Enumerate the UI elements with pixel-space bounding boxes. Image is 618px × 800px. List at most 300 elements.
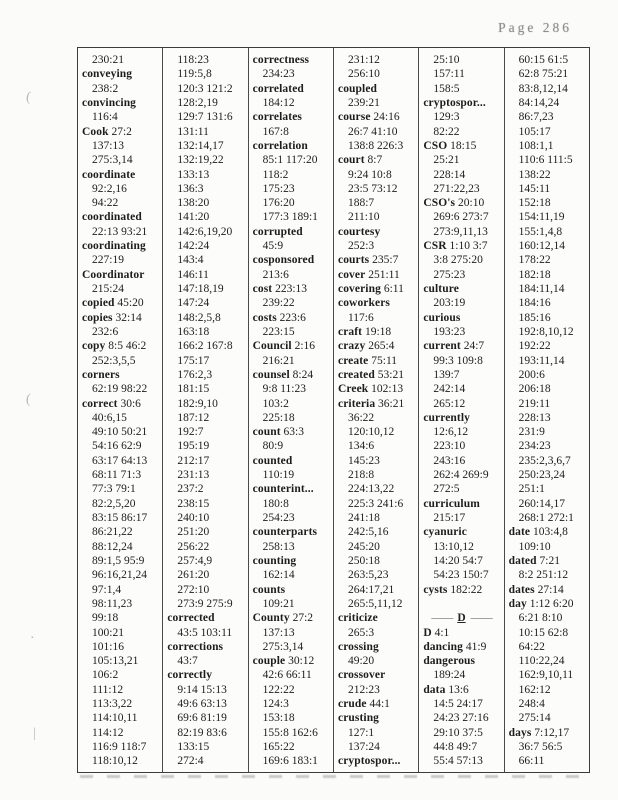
- index-entry: Cook 27:2: [82, 125, 132, 138]
- index-entry: 110:19: [262, 469, 295, 482]
- index-entry: 192:22: [518, 340, 551, 353]
- index-entry: 83:8,12,14: [518, 82, 568, 95]
- index-entry: 242:14: [433, 383, 466, 396]
- index-entry: 86:7,23: [518, 111, 554, 124]
- index-entry: cost 223:13: [252, 283, 308, 295]
- index-entry: corners: [82, 368, 120, 381]
- index-entry: 224:13,22: [347, 483, 395, 496]
- index-entry: 100:21: [92, 626, 124, 639]
- index-entry: 239:22: [262, 297, 295, 310]
- index-entry: 231:13: [177, 469, 210, 482]
- index-entry: 60:15 61:5: [518, 54, 569, 66]
- index-entry: 14:20 54:7: [433, 554, 483, 567]
- index-entry: County 27:2: [252, 612, 314, 625]
- index-entry: correlation: [252, 139, 308, 152]
- scan-artifact: (: [25, 391, 32, 408]
- index-entry: 54:23 150:7: [433, 569, 489, 582]
- index-entry: 103:2: [262, 397, 289, 410]
- index-entry: 106:2: [92, 669, 119, 682]
- index-entry: count 63:3: [252, 426, 304, 439]
- index-entry: 242:5,16: [347, 526, 389, 539]
- index-entry: 118:2: [262, 168, 289, 181]
- index-entry: cover 251:11: [337, 268, 400, 281]
- index-entry: 200:6: [518, 368, 545, 381]
- index-entry: 9:24 10:8: [347, 168, 392, 181]
- index-entry: 271:22,23: [433, 182, 480, 195]
- index-entry: 117:6: [347, 311, 374, 324]
- index-entry: 36:7 56:5: [518, 741, 563, 753]
- index-entry: 44:8 49:7: [433, 741, 478, 753]
- index-entry: 225:18: [262, 411, 295, 424]
- index-entry: 55:4 57:13: [433, 755, 483, 768]
- index-entry: couple 30:12: [252, 655, 315, 668]
- index-entry: 195:19: [177, 440, 210, 453]
- index-entry: crossover: [337, 669, 386, 682]
- index-entry: convincing: [82, 96, 137, 109]
- index-entry: 262:4 269:9: [433, 469, 489, 482]
- index-entry: 148:2,5,8: [177, 311, 221, 324]
- index-entry: corrected: [167, 612, 215, 625]
- index-entry: 206:18: [518, 383, 551, 396]
- index-entry: 26:7 41:10: [347, 125, 398, 138]
- index-entry: 145:23: [347, 454, 380, 467]
- index-entry: 265:5,11,12: [347, 597, 403, 610]
- index-entry: Coordinator: [82, 268, 145, 281]
- index-entry: 275:3,14: [262, 640, 304, 653]
- index-entry: 187:12: [177, 411, 210, 424]
- index-entry: 192:8,10,12: [518, 325, 574, 338]
- index-entry: 225:3 241:6: [347, 497, 404, 510]
- index-entry: 211:10: [347, 211, 380, 224]
- index-entry: 231:9: [518, 426, 545, 439]
- index-entry: 184:12: [262, 96, 295, 109]
- index-entry: 234:23: [262, 68, 295, 81]
- index-entry: 120:3 121:2: [177, 82, 233, 95]
- index-entry: 119:5,8: [177, 68, 212, 81]
- index-entry: 215:17: [433, 512, 466, 524]
- index-entry: 86:21,22: [92, 526, 133, 539]
- index-entry: 263:5,23: [347, 569, 389, 582]
- index-entry: craft 19:18: [337, 325, 392, 338]
- index-entry: 245:20: [347, 540, 380, 553]
- index-entry: 42:6 66:11: [262, 669, 312, 682]
- index-entry: 77:3 79:1: [92, 483, 136, 496]
- index-entry: correlated: [252, 82, 304, 95]
- index-entry: 162:12: [518, 683, 551, 696]
- index-entry: 110:22,24: [518, 655, 565, 668]
- index-entry: 218:8: [347, 469, 375, 482]
- index-entry: 141:20: [177, 211, 210, 224]
- index-entry: 66:11: [518, 755, 545, 768]
- index-entry: 83:15 86:17: [92, 512, 148, 524]
- index-entry: 181:15: [177, 383, 210, 396]
- index-entry: 84:14,24: [518, 96, 560, 109]
- index-entry: correlates: [252, 111, 302, 124]
- index-entry: 49:10 50:21: [92, 426, 148, 439]
- index-entry: 169:6 183:1: [262, 755, 318, 768]
- index-entry: 142:24: [177, 240, 210, 253]
- index-entry: crossing: [337, 640, 379, 653]
- index-entry: 231:12: [347, 54, 380, 66]
- index-entry: 43:7: [177, 655, 198, 668]
- index-entry: correct 30:6: [82, 397, 141, 410]
- index-entry: 275:14: [518, 712, 551, 725]
- index-entry: 9:14 15:13: [177, 683, 227, 696]
- page-number: Page 286: [498, 20, 572, 35]
- scan-smudge: [80, 775, 582, 778]
- index-entry: 62:19 98:22: [92, 383, 148, 396]
- index-entry: 62:8 75:21: [518, 68, 569, 81]
- index-entry: 24:23 27:16: [433, 712, 489, 725]
- index-entry: coupled: [337, 82, 378, 95]
- index-entry: 68:11 71:3: [92, 469, 142, 482]
- index-entry: 251:20: [177, 526, 210, 539]
- index-entry: dancing 41:9: [423, 640, 487, 653]
- index-entry: 228:13: [518, 411, 551, 424]
- index-entry: 256:10: [347, 68, 380, 81]
- index-entry: 92:2,16: [92, 182, 127, 195]
- index-entry: 133:15: [177, 741, 210, 753]
- index-column: [249, 48, 334, 772]
- index-entry: 29:10 37:5: [433, 726, 483, 739]
- index-entry: 257:4,9: [177, 554, 213, 567]
- index-entry: 165:22: [262, 741, 295, 753]
- index-entry: crude 44:1: [337, 698, 390, 711]
- index-entry: 118:10,12: [92, 755, 138, 768]
- index-entry: 128:2,19: [177, 96, 218, 109]
- index-entry: 25:10: [433, 54, 460, 66]
- index-entry: 132:19,22: [177, 154, 224, 167]
- index-entry: 40:6,15: [92, 411, 127, 424]
- index-entry: 178:22: [518, 254, 551, 267]
- index-entry: 137:13: [262, 626, 295, 639]
- index-entry: cysts 182:22: [423, 583, 483, 596]
- index-entry: 142:6,19,20: [177, 225, 233, 238]
- index-column: [505, 48, 589, 772]
- index-entry: counterparts: [252, 526, 318, 539]
- index-entry: 114:12: [92, 726, 124, 739]
- index-entry: 136:3: [177, 182, 204, 195]
- index-entry: create 75:11: [337, 354, 398, 367]
- index-entry: CSR 1:10 3:7: [423, 240, 488, 253]
- index-entry: 118:23: [177, 54, 209, 66]
- index-entry: 153:18: [262, 712, 295, 725]
- index-entry: 265:3: [347, 626, 375, 639]
- index-entry: 45:9: [262, 240, 284, 253]
- index-entry: coordinating: [82, 240, 146, 253]
- index-entry: correctness: [252, 54, 310, 66]
- index-entry: 111:12: [92, 683, 124, 696]
- index-entry: 25:21: [433, 154, 460, 167]
- index-entry: crusting: [337, 712, 380, 725]
- index-entry: conveying: [82, 68, 133, 81]
- index-entry: 132:14,17: [177, 139, 224, 152]
- index-entry: 228:14: [433, 168, 466, 181]
- index-entry: 129:7 131:6: [177, 111, 233, 124]
- index-entry: 223:10: [433, 440, 466, 453]
- index-entry: 272:10: [177, 583, 210, 596]
- index-entry: criticize: [337, 612, 378, 625]
- index-entry: 193:11,14: [518, 354, 565, 367]
- index-entry: 49:6 63:13: [177, 698, 227, 711]
- index-entry: data 13:6: [423, 683, 469, 696]
- index-entry: 99:3 109:8: [433, 354, 483, 367]
- index-entry: 155:8 162:6: [262, 726, 318, 739]
- index-entry: 230:21: [92, 54, 124, 66]
- index-entry: 275:23: [433, 268, 466, 281]
- index-entry: 99:18: [92, 612, 119, 625]
- index-entry: 252:3: [347, 240, 375, 253]
- index-entry: 157:11: [433, 68, 465, 81]
- index-entry: 243:16: [433, 454, 466, 467]
- scan-artifact: |: [33, 726, 36, 741]
- index-entry: 166:2 167:8: [177, 340, 233, 353]
- index-entry: cyanuric: [423, 526, 467, 539]
- index-entry: 80:9: [262, 440, 284, 453]
- index-entry: 6:21 8:10: [518, 612, 563, 625]
- index-entry: 250:23,24: [518, 469, 565, 482]
- index-entry: Council 2:16: [252, 340, 316, 353]
- index-entry: 219:11: [518, 397, 551, 410]
- index-entry: 155:1,4,8: [518, 225, 563, 238]
- index-entry: 138:20: [177, 197, 210, 210]
- index-entry: 192:7: [177, 426, 204, 439]
- index-entry: 12:6,12: [433, 426, 469, 439]
- index-entry: 43:5 103:11: [177, 626, 233, 639]
- index-entry: 109:10: [518, 540, 551, 553]
- index-entry: 105:13,21: [92, 655, 139, 668]
- index-entry: 176:20: [262, 197, 295, 210]
- index-entry: 232:6: [92, 325, 119, 338]
- index-entry: 234:23: [518, 440, 551, 453]
- index-entry: 258:13: [262, 540, 295, 553]
- index-entry: 251:1: [518, 483, 545, 496]
- index-entry: 122:22: [262, 683, 295, 696]
- index-entry: 162:14: [262, 569, 295, 582]
- index-entry: 54:16 62:9: [92, 440, 142, 453]
- index-entry: covering 6:11: [337, 283, 404, 295]
- index-entry: copied 45:20: [82, 297, 144, 310]
- index-entry: dated 7:21: [508, 554, 560, 567]
- index-entry: 116:9 118:7: [92, 741, 147, 753]
- index-entry: 116:4: [92, 111, 118, 124]
- index-entry: counterint...: [252, 483, 314, 496]
- index-entry: 97:1,4: [92, 583, 122, 596]
- index-entry: corrupted: [252, 225, 303, 238]
- index-entry: 82:22: [433, 125, 460, 138]
- index-entry: counting: [252, 554, 297, 567]
- index-entry: day 1:12 6:20: [508, 597, 574, 610]
- index-entry: costs 223:6: [252, 311, 306, 324]
- index-entry: 13:10,12: [433, 540, 474, 553]
- index-entry: Creek 102:13: [337, 383, 404, 396]
- section-heading: —— D ——: [431, 612, 492, 625]
- index-column: [419, 48, 504, 772]
- index-entry: 98:11,23: [92, 597, 133, 610]
- index-entry: 3:8 275:20: [433, 254, 483, 267]
- index-entry: 114:10,11: [92, 712, 138, 725]
- index-entry: copy 8:5 46:2: [82, 340, 147, 353]
- index-entry: 137:13: [92, 139, 124, 152]
- index-entry: court 8:7: [337, 154, 383, 167]
- index-entry: 129:3: [433, 111, 460, 124]
- index-entry: 250:18: [347, 554, 380, 567]
- index-entry: 63:17 64:13: [92, 454, 148, 467]
- index-entry: 82:2,5,20: [92, 497, 136, 510]
- index-entry: 184:11,14: [518, 283, 565, 295]
- index-entry: 185:16: [518, 311, 551, 324]
- index-entry: 239:21: [347, 96, 380, 109]
- index-entry: 264:17,21: [347, 583, 395, 596]
- index-entry: 134:6: [347, 440, 375, 453]
- index-entry: 162:9,10,11: [518, 669, 574, 682]
- index-entry: 89:1,5 95:9: [92, 554, 145, 567]
- index-entry: 88:12,24: [92, 540, 133, 553]
- index-entry: 147:24: [177, 297, 210, 310]
- index-entry: 273:9 275:9: [177, 597, 233, 610]
- index-entry: 96:16,21,24: [92, 569, 147, 582]
- scan-artifact: (: [25, 89, 32, 106]
- index-entry: 138:8 226:3: [347, 139, 404, 152]
- index-entry: CSO's 20:10: [423, 197, 485, 210]
- index-entry: 85:1 117:20: [262, 154, 318, 167]
- index-entry: 241:18: [347, 512, 380, 524]
- index-entry: curriculum: [423, 497, 480, 510]
- index-entry: 138:22: [518, 168, 551, 181]
- index-entry: date 103:4,8: [508, 526, 568, 539]
- index-entry: 235:2,3,6,7: [518, 454, 571, 467]
- index-entry: culture: [423, 283, 459, 295]
- index-entry: 163:18: [177, 325, 210, 338]
- index-entry: curious: [423, 311, 461, 324]
- index-entry: 272:4: [177, 755, 204, 768]
- index-entry: 273:9,11,13: [433, 225, 488, 238]
- index-entry: cosponsored: [252, 254, 315, 267]
- index-entry: 260:14,17: [518, 497, 565, 510]
- index-entry: criteria 36:21: [337, 397, 405, 410]
- index-entry: 238:15: [177, 497, 210, 510]
- index-entry: 275:3,14: [92, 154, 133, 167]
- index-entry: coordinated: [82, 211, 142, 224]
- index-entry: 145:11: [518, 182, 551, 195]
- index-entry: 167:8: [262, 125, 289, 138]
- index-entry: 213:6: [262, 268, 289, 281]
- index-entry: 256:22: [177, 540, 210, 553]
- index-entry: 94:22: [92, 197, 119, 210]
- index-entry: created 53:21: [337, 368, 404, 381]
- index-entry: 137:24: [347, 741, 380, 753]
- index-entry: 152:18: [518, 197, 551, 210]
- index-entry: 110:6 111:5: [518, 154, 573, 167]
- index-entry: corrections: [167, 640, 224, 653]
- index-entry: 177:3 189:1: [262, 211, 318, 224]
- index-entry: 10:15 62:8: [518, 626, 569, 639]
- index-entry: 188:7: [347, 197, 375, 210]
- index-entry: 272:5: [433, 483, 460, 496]
- index-entry: 265:12: [433, 397, 466, 410]
- index-entry: 180:8: [262, 497, 289, 510]
- index-entry: 108:1,1: [518, 139, 554, 152]
- index-entry: 248:4: [518, 698, 545, 711]
- index-entry: counts: [252, 583, 286, 596]
- index-entry: currently: [423, 411, 470, 424]
- index-entry: 254:23: [262, 512, 295, 524]
- index-entry: counted: [252, 454, 293, 467]
- index-column: [334, 48, 419, 772]
- index-entry: crazy 265:4: [337, 340, 395, 353]
- index-entry: 143:4: [177, 254, 204, 267]
- index-entry: days 7:12,17: [508, 726, 570, 739]
- index-entry: 105:17: [518, 125, 551, 138]
- index-entry: counsel 8:24: [252, 368, 314, 381]
- index-entry: 189:24: [433, 669, 466, 682]
- index-entry: 203:19: [433, 297, 466, 310]
- index-entry: correctly: [167, 669, 213, 682]
- index-entry: coordinate: [82, 168, 136, 181]
- index-entry: courtesy: [337, 225, 381, 238]
- index-entry: 146:11: [177, 268, 209, 281]
- index-entry: 113:3,22: [92, 698, 133, 711]
- index-entry: CSO 18:15: [423, 139, 477, 152]
- index-entry: 193:23: [433, 325, 466, 338]
- index-entry: 8:2 251:12: [518, 569, 569, 582]
- index-entry: course 24:16: [337, 111, 400, 124]
- index-entry: 154:11,19: [518, 211, 565, 224]
- index-entry: 49:20: [347, 655, 375, 668]
- index-entry: 227:19: [92, 254, 124, 267]
- index-column: [163, 48, 248, 772]
- index-entry: 127:1: [347, 726, 375, 739]
- index-entry: 22:13 93:21: [92, 225, 148, 238]
- index-entry: 133:13: [177, 168, 210, 181]
- index-entry: 69:6 81:19: [177, 712, 227, 725]
- index-entry: 212:17: [177, 454, 210, 467]
- index-entry: 175:17: [177, 354, 210, 367]
- index-entry: 215:24: [92, 283, 124, 295]
- index-entry: dates 27:14: [508, 583, 564, 596]
- index-entry: courts 235:7: [337, 254, 399, 267]
- index-entry: 120:10,12: [347, 426, 395, 439]
- word-index-table: [77, 47, 590, 773]
- index-entry: 124:3: [262, 698, 289, 711]
- index-entry: 160:12,14: [518, 240, 565, 253]
- index-entry: cryptospor...: [423, 96, 486, 109]
- scan-artifact: ․: [30, 627, 35, 642]
- index-entry: copies 32:14: [82, 311, 142, 324]
- index-entry: D 4:1: [423, 626, 450, 639]
- index-entry: 216:21: [262, 354, 295, 367]
- index-entry: 182:18: [518, 268, 551, 281]
- index-entry: 176:2,3: [177, 368, 213, 381]
- index-entry: 182:9,10: [177, 397, 218, 410]
- index-entry: 139:7: [433, 368, 460, 381]
- index-entry: 237:2: [177, 483, 204, 496]
- index-entry: 252:3,5,5: [92, 354, 136, 367]
- index-entry: 184:16: [518, 297, 551, 310]
- index-entry: 109:21: [262, 597, 295, 610]
- index-entry: cryptospor...: [337, 755, 401, 768]
- index-entry: coworkers: [337, 297, 390, 310]
- index-entry: 64:22: [518, 640, 545, 653]
- index-entry: 14:5 24:17: [433, 698, 483, 711]
- index-column: [78, 48, 163, 772]
- index-entry: 158:5: [433, 82, 460, 95]
- index-entry: 238:2: [92, 82, 119, 95]
- index-entry: 147:18,19: [177, 283, 224, 295]
- index-entry: 212:23: [347, 683, 380, 696]
- index-entry: 36:22: [347, 411, 375, 424]
- index-entry: 23:5 73:12: [347, 182, 398, 195]
